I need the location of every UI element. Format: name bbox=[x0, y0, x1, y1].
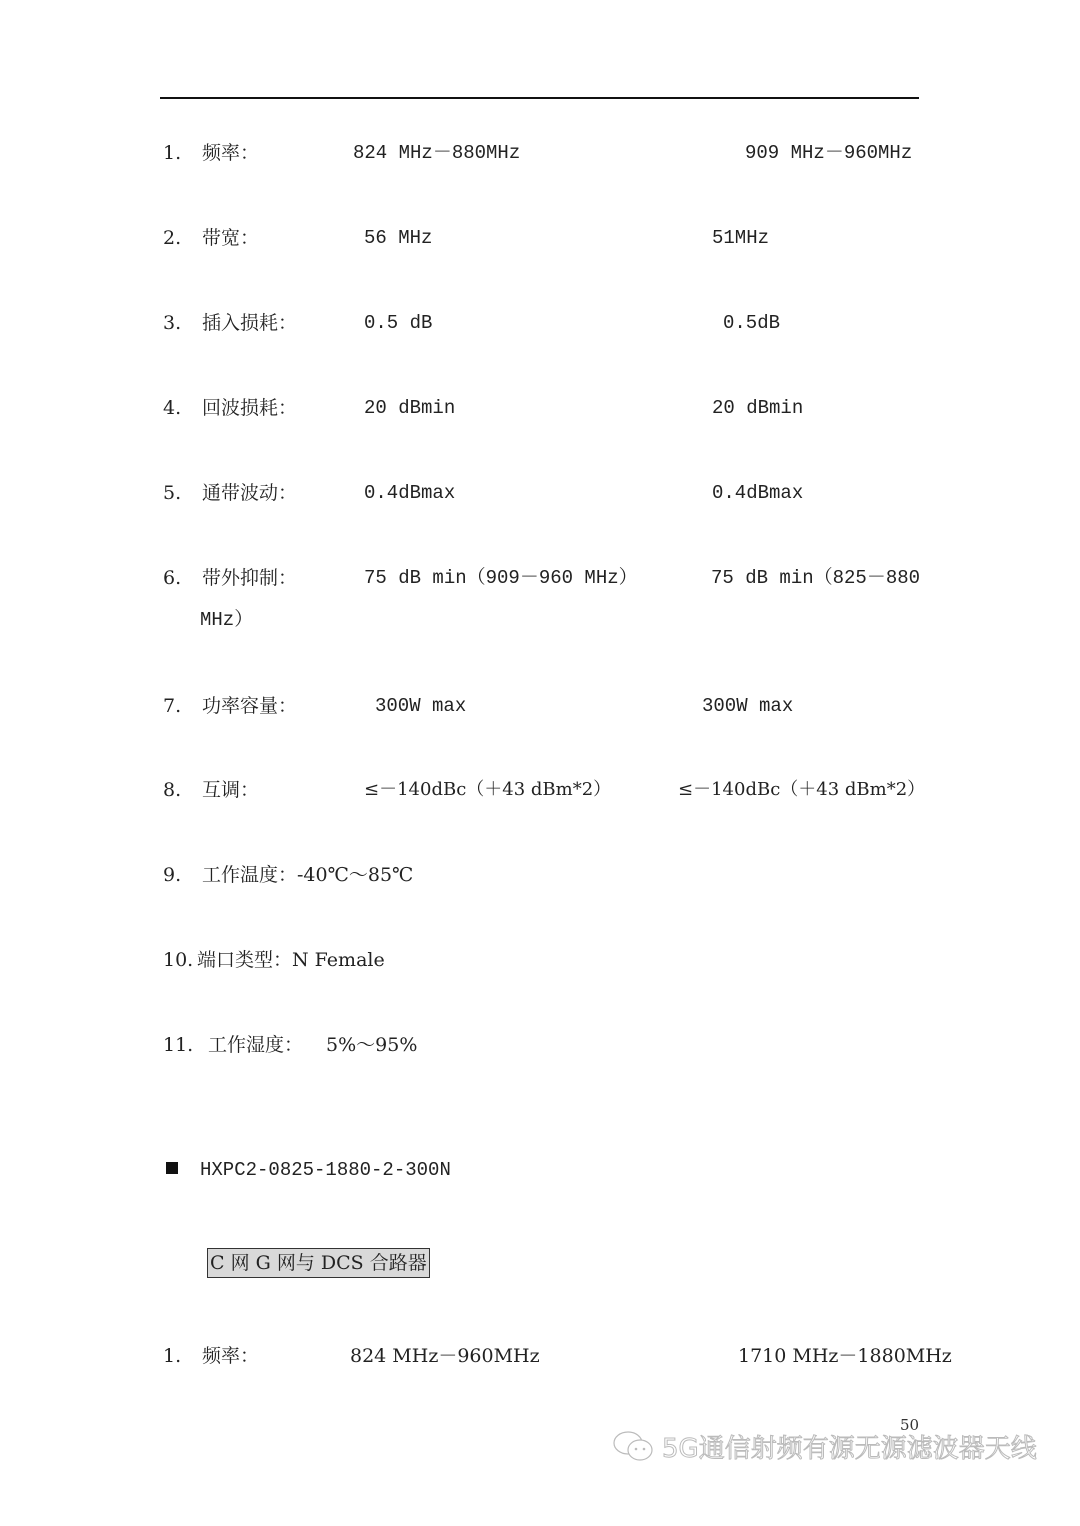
spec-value-1: 824 MHz－880MHz bbox=[353, 142, 521, 164]
spec-value-2: 909 MHz－960MHz bbox=[745, 142, 913, 164]
spec-value-1: 0.5 dB bbox=[364, 312, 433, 334]
spec-label: 频率： bbox=[202, 142, 260, 164]
spec-value-2: 0.5dB bbox=[723, 312, 781, 334]
spec-value-1: 56 MHz bbox=[364, 227, 433, 249]
spec-num: 7. bbox=[163, 695, 182, 717]
spec-value-1: 824 MHz－960MHz bbox=[350, 1345, 540, 1367]
square-bullet-icon bbox=[166, 1162, 178, 1174]
spec-value-1: 0.4dBmax bbox=[364, 482, 456, 504]
spec-label: 插入损耗： bbox=[202, 312, 298, 334]
spec-value-2: ≤－140dBc（＋43 dBm*2） bbox=[678, 779, 926, 800]
spec-value-1: 75 dB min（909－960 MHz） bbox=[364, 567, 638, 589]
spec-label: 工作湿度： bbox=[208, 1034, 304, 1056]
spec-value-1: 300W max bbox=[375, 695, 467, 717]
spec-label: 功率容量： bbox=[202, 695, 298, 717]
spec-num: 3. bbox=[163, 312, 182, 334]
spec-label: 回波损耗： bbox=[202, 397, 298, 419]
spec-value-1: 20 dBmin bbox=[364, 397, 456, 419]
spec-num: 10. bbox=[163, 949, 194, 971]
spec-label: 带外抑制： bbox=[202, 567, 298, 589]
spec-label: 通带波动： bbox=[202, 482, 298, 504]
spec-num: 6. bbox=[163, 567, 182, 589]
spec-num: 4. bbox=[163, 397, 182, 419]
watermark-text: 5G通信射频有源无源滤波器天线 bbox=[662, 1434, 1037, 1464]
spec-num: 2. bbox=[163, 227, 182, 249]
spec-value-1: ≤－140dBc（＋43 dBm*2） bbox=[364, 779, 612, 800]
spec-value-2: 75 dB min（825－880 bbox=[711, 567, 921, 589]
page-number: 50 bbox=[900, 1416, 920, 1434]
spec-num: 5. bbox=[163, 482, 182, 504]
spec-value-2: 1710 MHz－1880MHz bbox=[738, 1345, 952, 1367]
spec-value-2: 300W max bbox=[702, 695, 794, 717]
product-title: C 网 G 网与 DCS 合路器 bbox=[207, 1248, 430, 1278]
spec-num: 8. bbox=[163, 779, 182, 801]
spec-value-2: 0.4dBmax bbox=[712, 482, 804, 504]
spec-value-2: 20 dBmin bbox=[712, 397, 804, 419]
spec-num: 11. bbox=[163, 1034, 194, 1056]
spec-label: 带宽： bbox=[202, 227, 260, 249]
spec-label: 互调： bbox=[202, 779, 260, 801]
spec-value-2-continued: MHz） bbox=[200, 609, 254, 631]
spec-label: 频率： bbox=[202, 1345, 260, 1367]
header-rule bbox=[160, 97, 919, 99]
product-model: HXPC2-0825-1880-2-300N bbox=[200, 1159, 451, 1181]
spec-value-1: 5%～95% bbox=[326, 1034, 418, 1056]
spec-label: 端口类型：N Female bbox=[197, 949, 385, 971]
spec-value-2: 51MHz bbox=[712, 227, 770, 249]
spec-label: 工作温度：-40℃～85℃ bbox=[202, 864, 414, 886]
spec-num: 1. bbox=[163, 142, 182, 164]
spec-num: 9. bbox=[163, 864, 182, 886]
spec-num: 1. bbox=[163, 1345, 182, 1367]
wechat-icon bbox=[612, 1430, 656, 1464]
